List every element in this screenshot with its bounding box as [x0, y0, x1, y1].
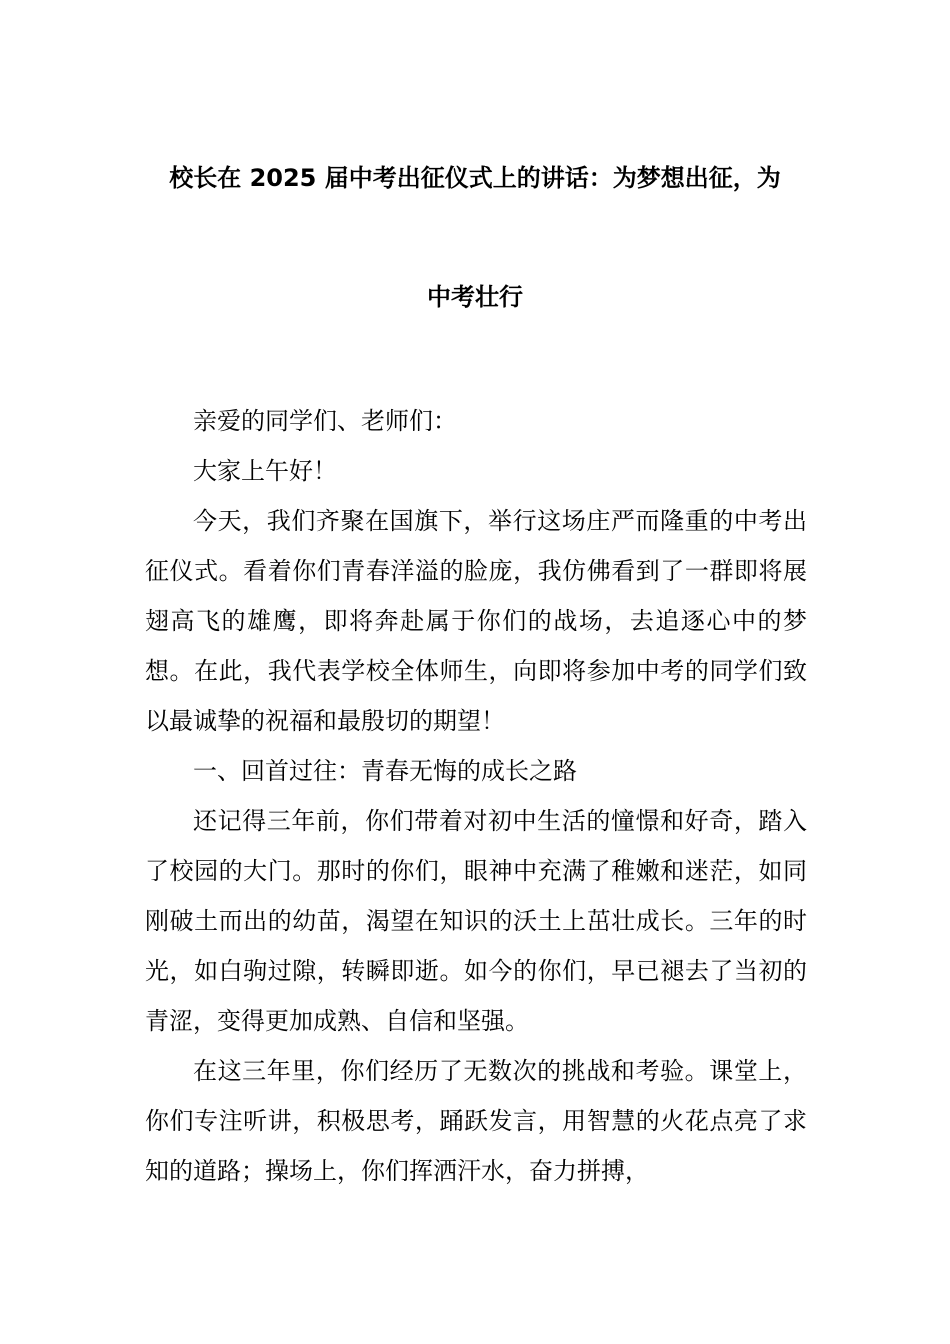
document-body	[145, 396, 807, 1196]
paragraph-greeting: 大家上午好！	[193, 457, 337, 485]
document-title-line-1: 校长在 2025 届中考出征仪式上的讲话：为梦想出征，为	[169, 164, 781, 192]
document-title-line-2: 中考壮行	[427, 283, 523, 311]
paragraph-intro: 今天，我们齐聚在国旗下，举行这场庄严而隆重的中考出征仪式。看着你们青春洋溢的脸庞，我仿佛看到了一群即将展翅高飞的雄鹰，即将奔赴属于你们的战场，去追逐心中的梦想。在此，我代表学校全体师生，向即将参加中考的同学们致以最诚挚的祝福和最殷切的期望！	[145, 507, 807, 735]
paragraph-challenges: 在这三年里，你们经历了无数次的挑战和考验。课堂上，你们专注听讲，积极思考，踊跃发言，用智慧的火花点亮了求知的道路；操场上，你们挥洒汗水，奋力拼搏，	[145, 1057, 807, 1185]
paragraph-memories: 还记得三年前，你们带着对初中生活的憧憬和好奇，踏入了校园的大门。那时的你们，眼神中充满了稚嫩和迷茫，如同刚破土而出的幼苗，渴望在知识的沃土上茁壮成长。三年的时光，如白驹过隙，转瞬即逝。如今的你们，早已褪去了当初的青涩，变得更加成熟、自信和坚强。	[145, 807, 807, 1035]
paragraph-salutation: 亲爱的同学们、老师们：	[193, 407, 457, 435]
section-heading-1: 一、回首过往：青春无悔的成长之路	[193, 757, 577, 785]
